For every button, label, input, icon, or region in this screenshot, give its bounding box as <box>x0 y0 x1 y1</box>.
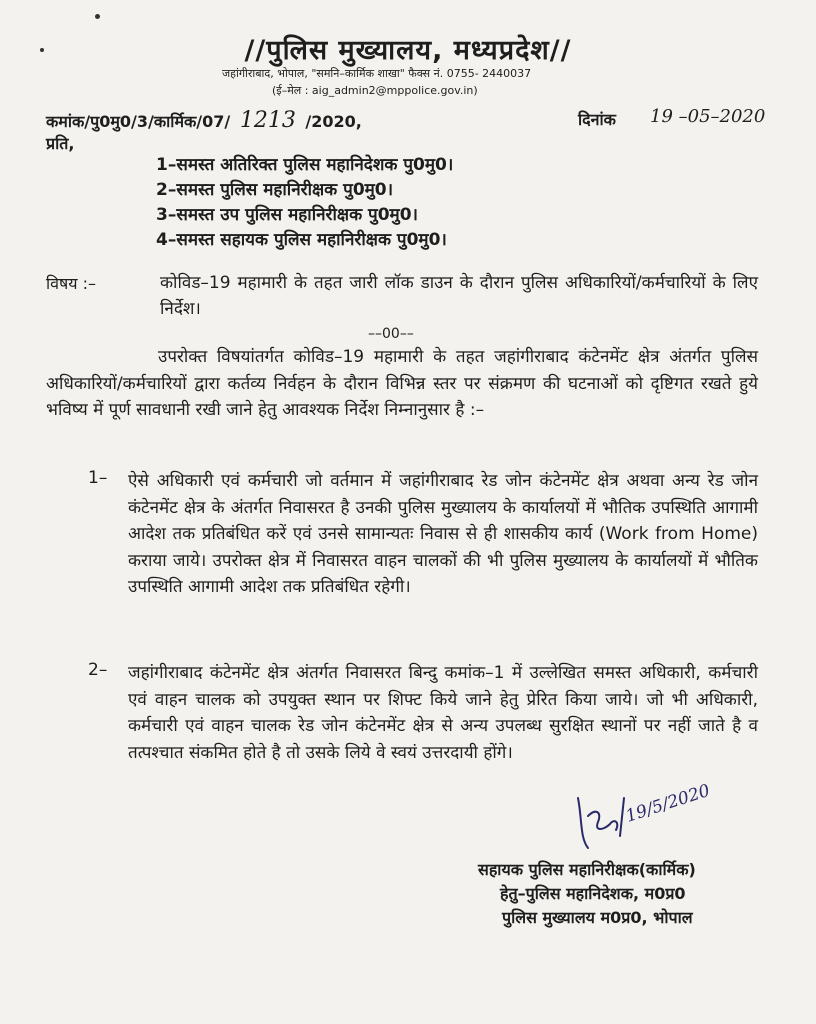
reference-handwritten-number: 1213 <box>239 108 296 133</box>
reference-prefix: कमांक/पु0मु0/3/कार्मिक/07/ <box>46 112 231 131</box>
scan-speck <box>95 14 100 19</box>
subject-text: कोविड–19 महामारी के तहत जारी लॉक डाउन के दौरान पुलिस अधिकारियों/कर्मचारियों के लिए निर्देश। <box>160 273 758 319</box>
handwritten-signature <box>570 778 720 858</box>
letterhead-address: जहांगीराबाद, भोपाल, "समनि–कार्मिक शाखा" फैक्स नं. 0755- 2440037 <box>222 67 532 80</box>
signatory-designation: सहायक पुलिस महानिरीक्षक(कार्मिक) <box>478 860 696 879</box>
signatory-office: पुलिस मुख्यालय म0प्र0, भोपाल <box>502 908 693 927</box>
date-label: दिनांक <box>578 110 616 129</box>
subject-label: विषय :– <box>46 274 97 293</box>
letterhead-email: (ई–मेल : aig_admin2@mppolice.gov.in) <box>272 84 478 97</box>
point-text: ऐसे अधिकारी एवं कर्मचारी जो वर्तमान में जहांगीराबाद रेड जोन कंटेनमेंट क्षेत्र अथवा अन्य रेड जोन कंटेनमेंट क्षेत्र के अंतर्गत निवासरत है उनकी पुलिस मुख्यालय के कार्यालयों में भौतिक उपस्थिति आगामी आदेश तक प्रतिबंधित करें एवं उनसे सामान्यतः निवास से ही शासकीय कार्य (Work from Home) कराया जाये। उपरोक्त क्षेत्र में निवासरत वाहन चालकों की भी पुलिस मुख्यालय के कार्यालयों में भौतिक उपस्थिति आगामी आदेश तक प्रतिबंधित रहेगी। <box>128 471 758 597</box>
subject-separator: ––00–– <box>368 326 414 342</box>
recipient-item: 4–समस्त सहायक पुलिस महानिरीक्षक पु0मु0। <box>156 230 447 250</box>
recipient-item: 1–समस्त अतिरिक्त पुलिस महानिदेशक पु0मु0। <box>156 155 454 175</box>
point-number: 2– <box>88 660 108 680</box>
point-text: जहांगीराबाद कंटेनमेंट क्षेत्र अंतर्गत निवासरत बिन्दु कमांक–1 में उल्लेखित समस्त अधिकारी, कर्मचारी एवं वाहन चालक को उपयुक्त स्थान पर शिफ्ट किये जाने हेतु प्रेरित किया जाये। जो भी अधिकारी, कर्मचारी एवं वाहन चालक रेड जोन कंटेनमेंट क्षेत्र से अन्य उपलब्ध सुरक्षित स्थानों पर नहीं जाते है व तत्पश्चात संकमित होते है तो उसके लिये वे स्वयं उत्तरदायी होंगे। <box>128 663 758 763</box>
point-number: 1– <box>88 468 108 488</box>
signature-date: 19/5/2020 <box>623 780 713 827</box>
letterhead-title: //पुलिस मुख्यालय, मध्यप्रदेश// <box>244 35 572 66</box>
intro-paragraph: उपरोक्त विषयांतर्गत कोविड–19 महामारी के तहत जहांगीराबाद कंटेनमेंट क्षेत्र अंतर्गत पुलिस अधिकारियों/कर्मचारियों द्वारा कर्तव्य निर्वहन के दौरान विभिन्न स्तर पर संक्रमण की घटनाओं को दृष्टिगत रखते हुये भविष्य में पूर्ण सावधानी रखी जाने हेतु आवश्यक निर्देश निम्नानुसार है :– <box>46 347 758 420</box>
to-label: प्रति, <box>46 134 75 153</box>
recipient-item: 3–समस्त उप पुलिस महानिरीक्षक पु0मु0। <box>156 205 418 225</box>
recipient-item: 2–समस्त पुलिस महानिरीक्षक पु0मु0। <box>156 180 394 200</box>
signatory-on-behalf: हेतु–पुलिस महानिदेशक, म0प्र0 <box>500 884 686 903</box>
reference-year: /2020, <box>305 112 362 131</box>
reference-number <box>46 108 362 133</box>
date-value: 19 –05–2020 <box>650 106 766 127</box>
